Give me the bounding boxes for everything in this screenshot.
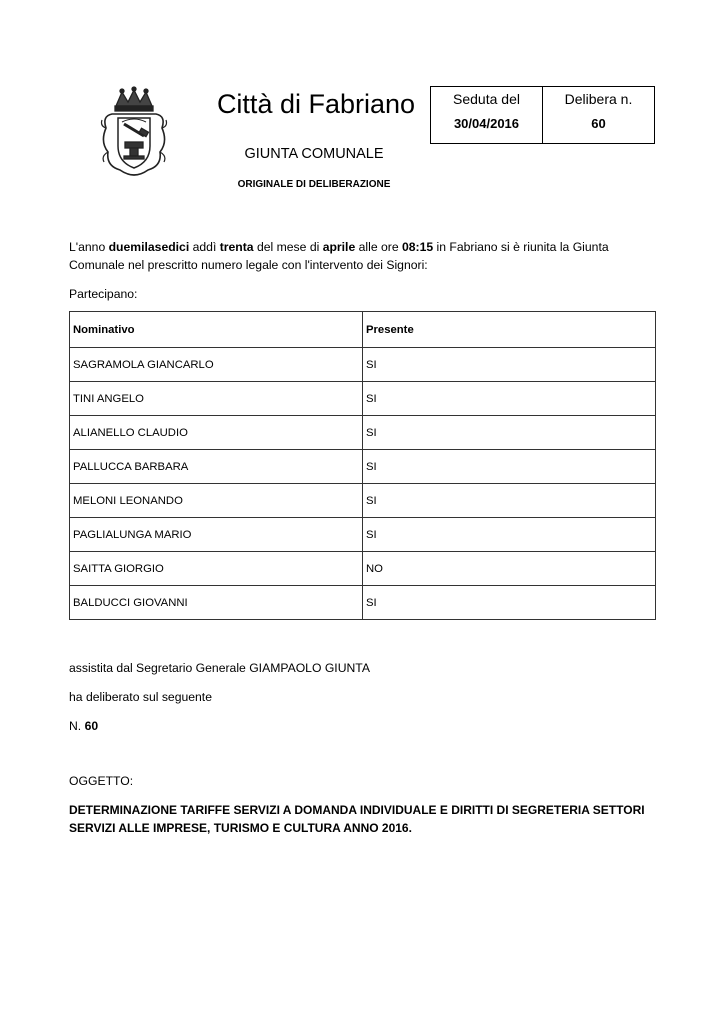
session-info-box [430, 86, 655, 144]
member-presence: SI [363, 484, 656, 518]
intro-month: aprile [322, 240, 356, 254]
intro-year: duemilasedici [108, 240, 190, 254]
oggetto-label: OGGETTO: [69, 774, 134, 788]
body-name: GIUNTA COMUNALE [244, 146, 384, 162]
table-row [70, 416, 656, 450]
member-name: PAGLIALUNGA MARIO [70, 518, 363, 552]
column-header-presente: Presente [363, 312, 656, 348]
member-name: SAGRAMOLA GIANCARLO [70, 348, 363, 382]
intro-text: addì [189, 240, 220, 254]
seduta-date: 30/04/2016 [453, 116, 520, 131]
intro-text: in Fabriano si è riunita la Giunta Comunale nel prescritto numero legale con l'intervento dei Signori: [69, 240, 609, 272]
partecipano-label: Partecipano: [69, 287, 138, 301]
member-name: TINI ANGELO [70, 382, 363, 416]
member-name: SAITTA GIORGIO [70, 552, 363, 586]
member-name: BALDUCCI GIOVANNI [70, 586, 363, 620]
member-name: PALLUCCA BARBARA [70, 450, 363, 484]
member-presence: SI [363, 382, 656, 416]
intro-text: L'anno [69, 240, 109, 254]
delibera-number-line [69, 719, 98, 733]
city-title: Città di Fabriano [216, 89, 416, 119]
member-presence: SI [363, 450, 656, 484]
seduta-cell [431, 87, 542, 143]
member-presence: NO [363, 552, 656, 586]
intro-text: alle ore [355, 240, 402, 254]
table-row [70, 382, 656, 416]
member-name: ALIANELLO CLAUDIO [70, 416, 363, 450]
member-presence: SI [363, 518, 656, 552]
table-row [70, 450, 656, 484]
member-presence: SI [363, 586, 656, 620]
fabriano-coat-of-arms-icon [98, 86, 170, 182]
document-type: ORIGINALE DI DELIBERAZIONE [237, 179, 391, 190]
delibera-cell [542, 87, 654, 143]
seduta-label: Seduta del [453, 91, 520, 107]
table-row [70, 586, 656, 620]
intro-time: 08:15 [401, 240, 434, 254]
members-table [69, 311, 656, 620]
delibera-label: Delibera n. [564, 91, 633, 107]
table-header-row [70, 312, 656, 348]
member-presence: SI [363, 348, 656, 382]
assistita-text: assistita dal Segretario Generale GIAMPAOLO GIUNTA [69, 661, 370, 675]
intro-text: del mese di [253, 240, 323, 254]
column-header-nominativo: Nominativo [70, 312, 363, 348]
table-row [70, 518, 656, 552]
member-name: MELONI LEONANDO [70, 484, 363, 518]
intro-day: trenta [219, 240, 254, 254]
table-row [70, 348, 656, 382]
deliberato-text: ha deliberato sul seguente [69, 690, 212, 704]
member-presence: SI [363, 416, 656, 450]
table-row [70, 484, 656, 518]
numero-value: 60 [84, 719, 99, 733]
numero-label: N. [69, 719, 85, 733]
table-row [70, 552, 656, 586]
delibera-number: 60 [591, 116, 606, 131]
oggetto-text: DETERMINAZIONE TARIFFE SERVIZI A DOMANDA INDIVIDUALE E DIRITTI DI SEGRETERIA SETTORI SERVIZI ALLE IMPRESE, TURISMO E CULTURA ANNO 2016. [69, 803, 645, 835]
intro-paragraph [69, 238, 659, 274]
